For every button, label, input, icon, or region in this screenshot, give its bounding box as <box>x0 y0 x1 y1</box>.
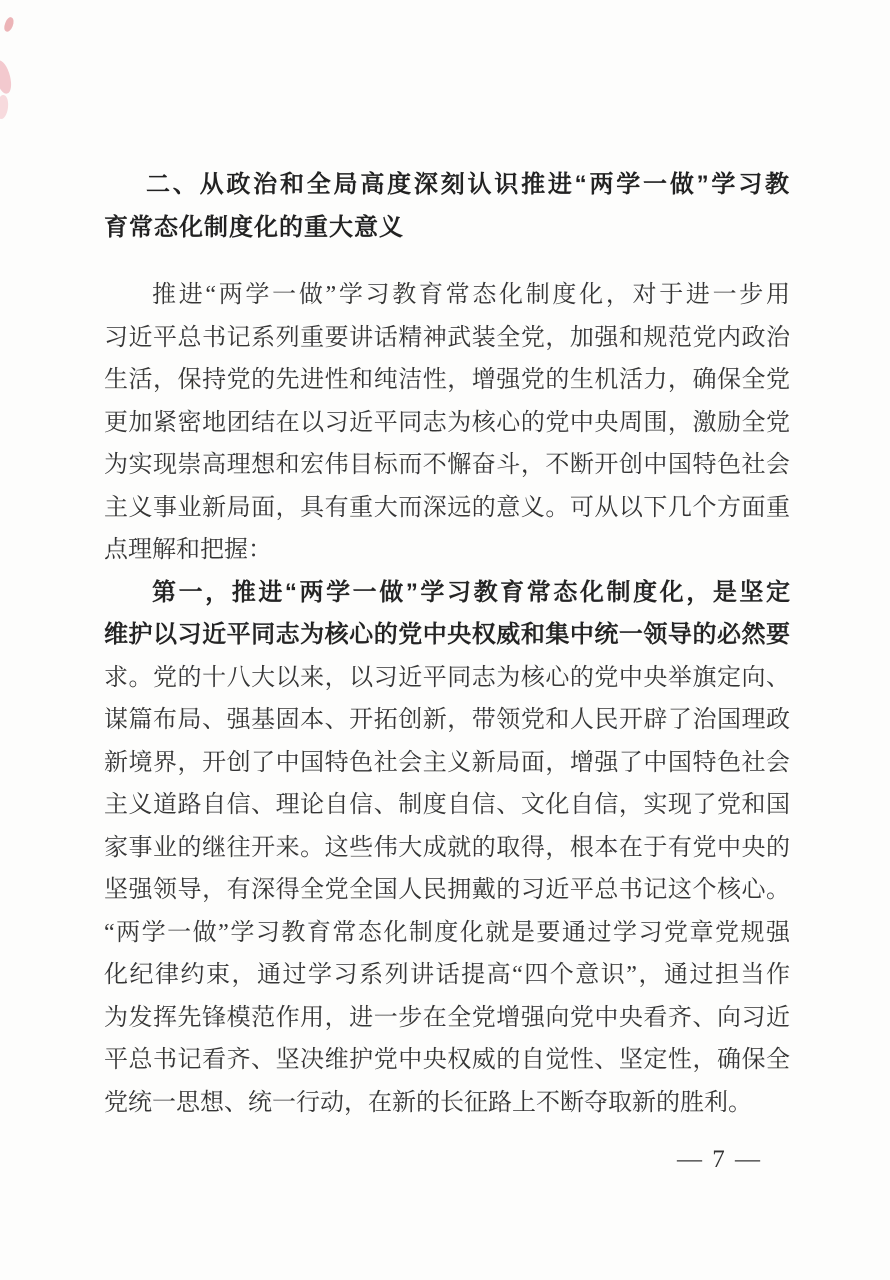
body-line: 化纪律约束，通过学习系列讲话提高“四个意识”，通过担当作 <box>104 962 790 988</box>
body-line: 新境界，开创了中国特色社会主义新局面，增强了中国特色社会 <box>104 749 790 776</box>
body-line-emphasis: 维护以习近平同志为核心的党中央权威和集中统一领导的必然要 <box>104 621 790 648</box>
body-line: 坚强领导，有深得全党全国人民拥戴的习近平总书记这个核心。 <box>104 877 790 903</box>
body-line: 求。党的十八大以来，以习近平同志为核心的党中央举旗定向、 <box>104 664 790 691</box>
body-line: 为发挥先锋模范作用，进一步在全党增强向党中央看齐、向习近 <box>104 1004 790 1031</box>
heading-body-gap <box>104 249 790 274</box>
body-line: 更加紧密地团结在以习近平同志为核心的党中央周围，激励全党 <box>104 409 790 436</box>
body-line: 生活，保持党的先进性和纯洁性，增强党的生机活力，确保全党 <box>104 367 790 393</box>
body-line: 点理解和把握： <box>104 537 272 563</box>
body-line: 习近平总书记系列重要讲话精神武装全党，加强和规范党内政治 <box>104 324 790 351</box>
body-line: 为实现崇高理想和宏伟目标而不懈奋斗，不断开创中国特色社会 <box>104 452 790 478</box>
red-pen-mark <box>0 94 10 119</box>
body-line-emphasis: 第一，推进“两学一做”学习教育常态化制度化，是坚定 <box>152 578 790 606</box>
document-content <box>104 163 790 1180</box>
section-heading-line-2: 育常态化制度化的重大意义 <box>104 214 404 241</box>
body-line: 谋篇布局、强基固本、开拓创新，带领党和人民开辟了治国理政 <box>104 707 790 733</box>
body-line: 家事业的继往开来。这些伟大成就的取得，根本在于有党中央的 <box>104 834 790 861</box>
section-heading-line-1: 二、从政治和全局高度深刻认识推进“两学一做”学习教 <box>146 171 790 198</box>
body-line: 党统一思想、统一行动，在新的长征路上不断夺取新的胜利。 <box>104 1089 752 1116</box>
body-line: 平总书记看齐、坚决维护党中央权威的自觉性、坚定性，确保全 <box>104 1047 790 1073</box>
page-number: — 7 — <box>677 1146 762 1173</box>
body-line: “两学一做”学习教育常态化制度化就是要通过学习党章党规强 <box>104 919 790 946</box>
body-line: 主义事业新局面，具有重大而深远的意义。可从以下几个方面重 <box>104 494 790 521</box>
red-pen-mark <box>2 16 15 33</box>
red-pen-mark <box>0 59 14 95</box>
body-line: 推进“两学一做”学习教育常态化制度化，对于进一步用 <box>152 282 790 308</box>
body-line: 主义道路自信、理论自信、制度自信、文化自信，实现了党和国 <box>104 792 790 818</box>
